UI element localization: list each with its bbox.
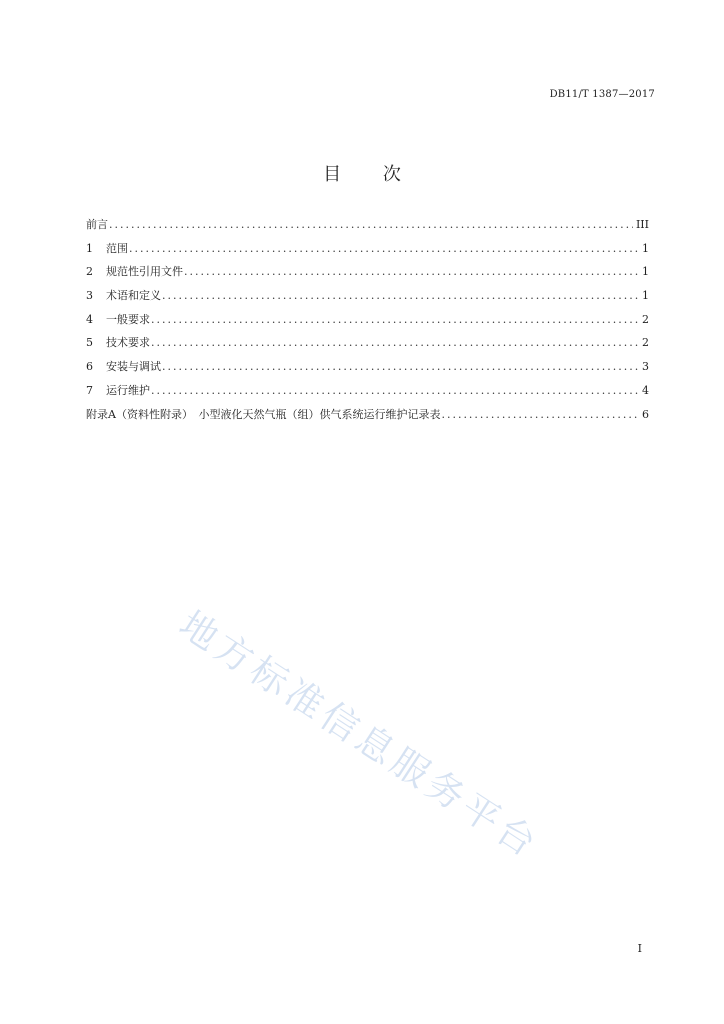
- toc-dot-leader: [129, 242, 639, 256]
- toc-entry-label: 运行维护: [106, 383, 150, 397]
- toc-entry-number: 7: [86, 383, 93, 397]
- toc-entry-scope[interactable]: [86, 242, 649, 266]
- toc-entry-label: 安装与调试: [106, 360, 161, 374]
- watermark: 地方标准信息服务平台: [171, 602, 548, 868]
- toc-dot-leader: [184, 265, 639, 279]
- document-code: DB11/T 1387—2017: [549, 89, 655, 100]
- toc-entry-label: 前言: [86, 218, 108, 231]
- toc-entry-label: 范围: [106, 241, 128, 255]
- toc-entry-number: 6: [86, 360, 93, 374]
- toc-entry-page: 1: [642, 289, 649, 303]
- toc-entry-label: 技术要求: [106, 336, 150, 350]
- toc-entry-page: 3: [642, 360, 649, 374]
- toc-dot-leader: [151, 313, 639, 327]
- toc-entry-operation-maintenance[interactable]: [86, 384, 649, 408]
- toc-entry-page: 2: [642, 336, 649, 350]
- toc-entry-normative-references[interactable]: [86, 265, 649, 289]
- toc-dot-leader: [162, 360, 639, 374]
- toc-entry-label: 一般要求: [106, 312, 150, 326]
- toc-entry-terms-definitions[interactable]: [86, 289, 649, 313]
- toc-entry-installation-commissioning[interactable]: [86, 360, 649, 384]
- toc-entry-number: 4: [86, 312, 93, 326]
- toc-entry-number: 1: [86, 241, 93, 255]
- toc-entry-label: 术语和定义: [106, 289, 161, 303]
- toc-entry-page: 6: [642, 407, 649, 421]
- page-title: 目 次: [323, 164, 419, 185]
- toc-entry-page: 1: [642, 265, 649, 279]
- toc-entry-page: III: [635, 218, 649, 231]
- toc-dot-leader: [441, 408, 639, 422]
- toc-dot-leader: [109, 218, 633, 232]
- page-number: I: [637, 942, 642, 955]
- toc-entry-number: 5: [86, 336, 93, 350]
- toc-entry-appendix-a[interactable]: [86, 408, 649, 432]
- toc-entry-general-requirements[interactable]: [86, 313, 649, 337]
- toc-entry-number: 3: [86, 289, 93, 303]
- toc-dot-leader: [151, 336, 639, 350]
- toc-entry-page: 1: [642, 241, 649, 255]
- toc-entry-number: 2: [86, 265, 93, 279]
- toc-entry-page: 2: [642, 312, 649, 326]
- toc-entry-label: 规范性引用文件: [106, 265, 183, 279]
- toc-entry-page: 4: [642, 383, 649, 397]
- toc-entry-foreword[interactable]: [86, 218, 649, 242]
- toc-entry-technical-requirements[interactable]: [86, 336, 649, 360]
- table-of-contents: [86, 218, 649, 431]
- toc-dot-leader: [162, 289, 639, 303]
- toc-entry-label: 附录A（资料性附录） 小型液化天然气瓶（组）供气系统运行维护记录表: [86, 407, 441, 421]
- toc-dot-leader: [151, 384, 639, 398]
